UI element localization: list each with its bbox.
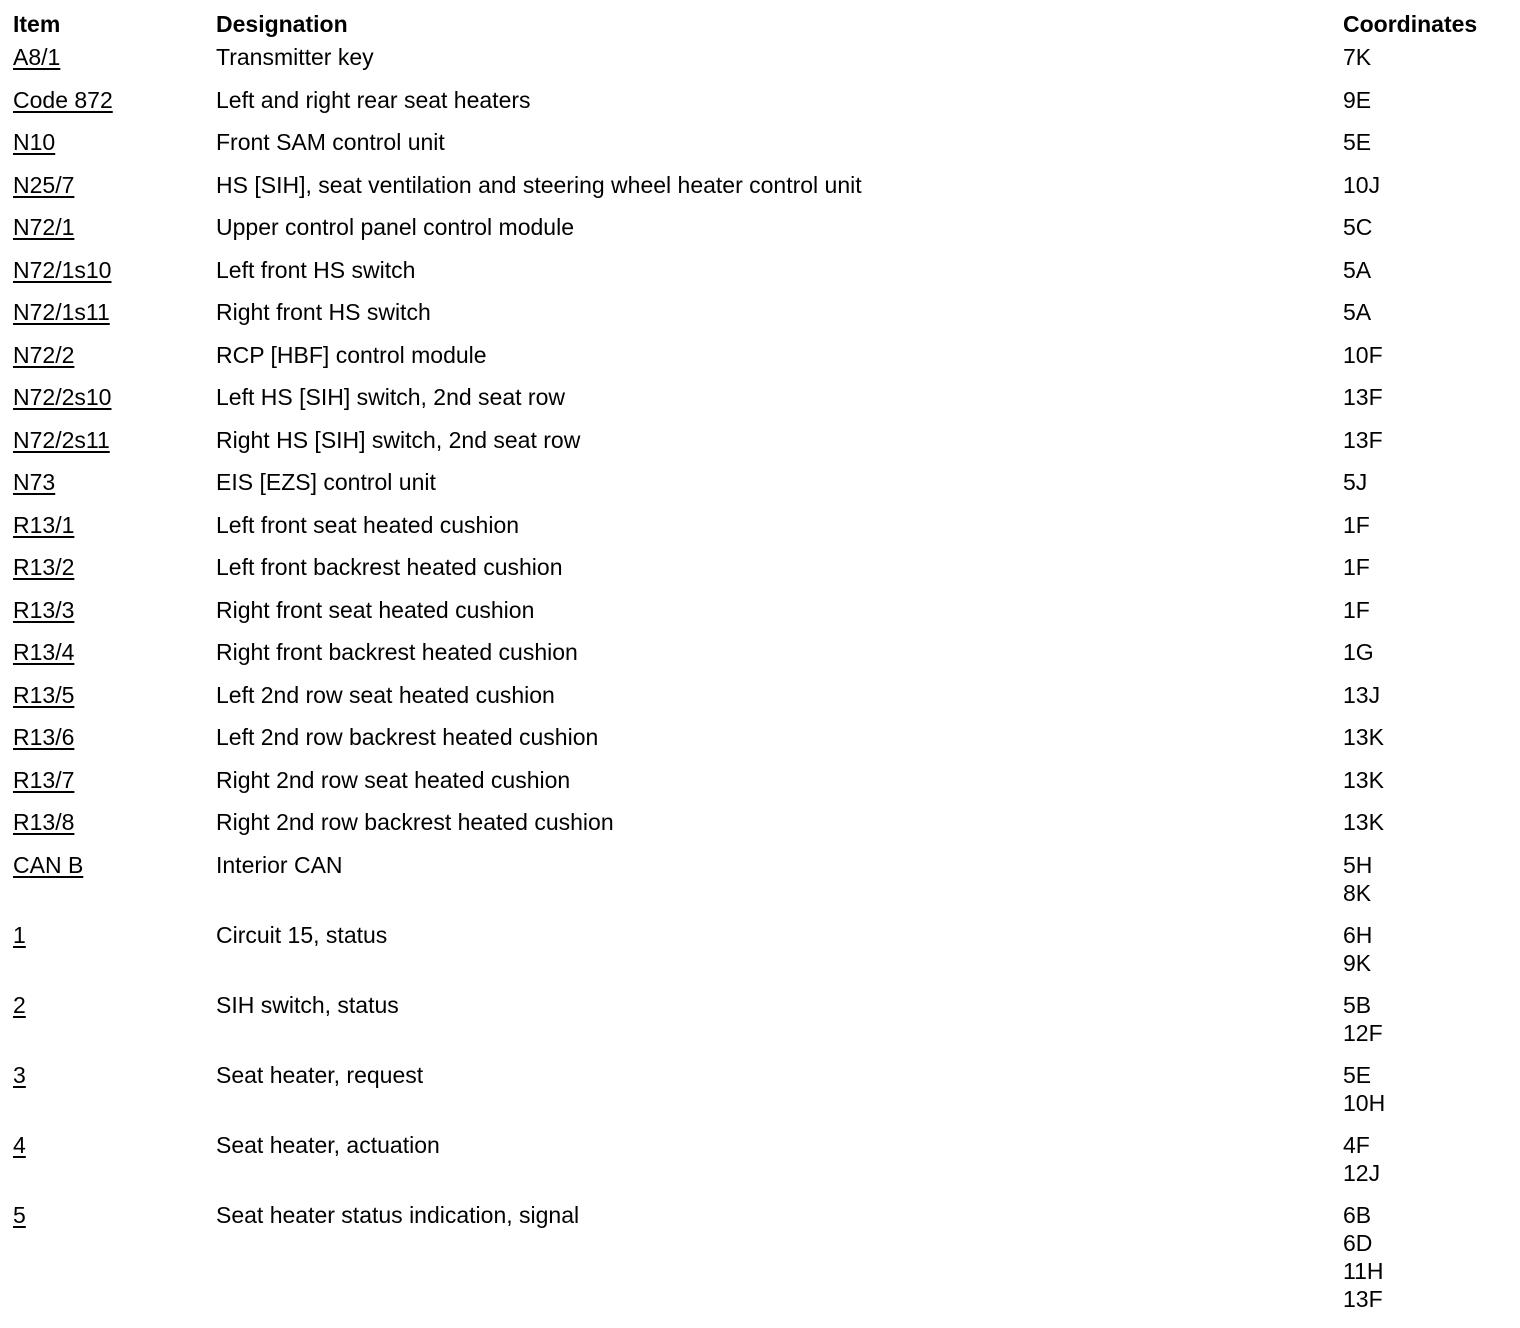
- table-row: [0, 298, 1520, 341]
- coordinate-value: 5H: [1343, 851, 1373, 878]
- coordinate-value: 1G: [1343, 639, 1374, 665]
- coordinates-cell: [1343, 723, 1384, 751]
- designation-cell: Right 2nd row seat heated cushion: [216, 766, 571, 793]
- coordinate-value: 5A: [1343, 256, 1372, 283]
- item-link[interactable]: A8/1: [13, 44, 61, 70]
- designation-cell: Right front seat heated cushion: [216, 596, 535, 623]
- table-row: [0, 426, 1520, 469]
- designation-cell: Left front HS switch: [216, 256, 416, 283]
- table-row: [0, 596, 1520, 639]
- table-row: [0, 1201, 1520, 1327]
- coordinate-value: 1F: [1343, 596, 1370, 623]
- coordinates-cell: [1343, 766, 1384, 794]
- coordinates-cell: [1343, 1131, 1380, 1187]
- designation-cell: Left and right rear seat heaters: [216, 86, 531, 113]
- table-row: [0, 86, 1520, 129]
- coordinate-value: 13K: [1343, 724, 1384, 750]
- coordinates-cell: [1343, 341, 1383, 369]
- table-row: [0, 638, 1520, 681]
- coordinate-value: 7K: [1343, 44, 1372, 70]
- designation-cell: HS [SIH], seat ventilation and steering wheel heater control unit: [216, 171, 862, 198]
- item-link[interactable]: CAN B: [13, 851, 84, 878]
- item-link[interactable]: N72/2s11: [13, 426, 110, 453]
- coordinates-cell: [1343, 128, 1371, 156]
- coordinates-cell: [1343, 851, 1372, 907]
- item-link[interactable]: N73: [13, 469, 56, 495]
- designation-cell: Left 2nd row backrest heated cushion: [216, 724, 599, 750]
- coordinate-value: 12F: [1343, 1019, 1383, 1046]
- table-row: [0, 766, 1520, 809]
- table-row: [0, 991, 1520, 1061]
- designation-cell: Circuit 15, status: [216, 921, 388, 948]
- designation-cell: Left HS [SIH] switch, 2nd seat row: [216, 384, 565, 410]
- coordinates-cell: [1343, 171, 1380, 199]
- coordinate-value: 13K: [1343, 766, 1384, 793]
- coordinates-cell: [1343, 256, 1371, 284]
- item-link[interactable]: R13/3: [13, 596, 75, 623]
- table-row: [0, 681, 1520, 724]
- item-link[interactable]: N72/2s10: [13, 384, 112, 410]
- table-row: [0, 1131, 1520, 1201]
- table-row: [0, 341, 1520, 384]
- item-link[interactable]: R13/2: [13, 554, 75, 580]
- table-header: [0, 0, 1520, 43]
- coordinates-cell: [1343, 921, 1372, 977]
- table-row: [0, 851, 1520, 921]
- coordinates-cell: [1343, 383, 1383, 411]
- designation-cell: RCP [HBF] control module: [216, 341, 487, 368]
- designation-cell: Seat heater, request: [216, 1061, 424, 1088]
- table-row: [0, 808, 1520, 851]
- coordinates-cell: [1343, 681, 1380, 709]
- coordinate-value: 12J: [1343, 1159, 1381, 1186]
- item-link[interactable]: N72/1s10: [13, 256, 112, 283]
- item-link[interactable]: 4: [13, 1131, 26, 1158]
- coordinate-value: 5B: [1343, 991, 1372, 1018]
- designation-cell: Right front backrest heated cushion: [216, 639, 578, 665]
- header-item: Item: [13, 11, 61, 37]
- designation-cell: Right 2nd row backrest heated cushion: [216, 809, 614, 835]
- header-coordinates: Coordinates: [1343, 11, 1478, 37]
- coordinate-value: 5J: [1343, 469, 1368, 495]
- coordinates-cell: [1343, 808, 1384, 836]
- table-row: [0, 171, 1520, 214]
- coordinate-value: 1F: [1343, 554, 1370, 580]
- coordinate-value: 10F: [1343, 341, 1383, 368]
- table-row: [0, 43, 1520, 86]
- designation-cell: Left front backrest heated cushion: [216, 554, 563, 580]
- coordinate-value: 6D: [1343, 1229, 1373, 1256]
- table-row: [0, 553, 1520, 596]
- coordinates-cell: [1343, 298, 1371, 326]
- coordinate-value: 9K: [1343, 949, 1372, 976]
- coordinates-cell: [1343, 511, 1370, 539]
- coordinate-value: 6B: [1343, 1201, 1372, 1228]
- item-link[interactable]: N25/7: [13, 171, 75, 198]
- item-link[interactable]: Code 872: [13, 86, 113, 113]
- item-link[interactable]: R13/5: [13, 681, 75, 708]
- coordinate-value: 10J: [1343, 171, 1381, 198]
- table-row: [0, 1061, 1520, 1131]
- designation-cell: Upper control panel control module: [216, 214, 574, 240]
- coordinates-cell: [1343, 213, 1372, 241]
- coordinate-value: 13F: [1343, 426, 1383, 453]
- table-row: [0, 921, 1520, 991]
- coordinates-cell: [1343, 1201, 1384, 1313]
- item-link[interactable]: N72/1: [13, 214, 75, 240]
- designation-cell: Right front HS switch: [216, 299, 431, 325]
- designation-cell: Seat heater, actuation: [216, 1131, 440, 1158]
- coordinates-cell: [1343, 638, 1374, 666]
- table-body: [0, 43, 1520, 1327]
- designation-cell: Seat heater status indication, signal: [216, 1201, 580, 1228]
- coordinate-value: 5A: [1343, 299, 1372, 325]
- coordinate-value: 11H: [1343, 1257, 1384, 1284]
- item-link[interactable]: N72/1s11: [13, 299, 110, 325]
- header-designation: Designation: [216, 11, 348, 37]
- coordinates-cell: [1343, 991, 1383, 1047]
- item-link[interactable]: R13/1: [13, 511, 75, 538]
- coordinate-value: 9E: [1343, 86, 1372, 113]
- coordinate-value: 8K: [1343, 879, 1372, 906]
- coordinate-value: 5C: [1343, 214, 1373, 240]
- item-link[interactable]: 2: [13, 991, 26, 1018]
- coordinates-cell: [1343, 468, 1367, 496]
- coordinate-value: 4F: [1343, 1131, 1370, 1158]
- table-row: [0, 383, 1520, 426]
- designation-cell: Front SAM control unit: [216, 129, 445, 155]
- item-link[interactable]: R13/8: [13, 809, 75, 835]
- designation-cell: Transmitter key: [216, 44, 374, 70]
- table-row: [0, 468, 1520, 511]
- item-link[interactable]: N10: [13, 129, 56, 155]
- coordinates-cell: [1343, 86, 1371, 114]
- coordinate-value: 10H: [1343, 1089, 1386, 1116]
- designation-cell: SIH switch, status: [216, 991, 399, 1018]
- designation-cell: Interior CAN: [216, 851, 343, 878]
- coordinate-value: 6H: [1343, 921, 1373, 948]
- coordinate-value: 5E: [1343, 1061, 1372, 1088]
- coordinates-cell: [1343, 596, 1370, 624]
- item-link[interactable]: N72/2: [13, 341, 75, 368]
- coordinates-cell: [1343, 426, 1383, 454]
- designation-cell: EIS [EZS] control unit: [216, 469, 436, 495]
- coordinate-value: 13J: [1343, 681, 1381, 708]
- coordinate-value: 13F: [1343, 1285, 1383, 1312]
- designation-cell: Left 2nd row seat heated cushion: [216, 681, 555, 708]
- item-link[interactable]: R13/6: [13, 724, 75, 750]
- coordinate-value: 13F: [1343, 384, 1383, 410]
- table-row: [0, 256, 1520, 299]
- table-row: [0, 128, 1520, 171]
- item-link[interactable]: 5: [13, 1201, 26, 1228]
- item-link[interactable]: R13/4: [13, 639, 75, 665]
- designation-cell: Left front seat heated cushion: [216, 511, 520, 538]
- item-link[interactable]: R13/7: [13, 766, 75, 793]
- item-link[interactable]: 3: [13, 1061, 26, 1088]
- coordinates-cell: [1343, 553, 1370, 581]
- coordinates-cell: [1343, 1061, 1385, 1117]
- table-row: [0, 511, 1520, 554]
- table-row: [0, 723, 1520, 766]
- coordinate-value: 13K: [1343, 809, 1384, 835]
- item-link[interactable]: 1: [13, 921, 26, 948]
- table-row: [0, 213, 1520, 256]
- designation-cell: Right HS [SIH] switch, 2nd seat row: [216, 426, 581, 453]
- coordinate-value: 5E: [1343, 129, 1372, 155]
- coordinate-value: 1F: [1343, 511, 1370, 538]
- coordinates-cell: [1343, 43, 1371, 71]
